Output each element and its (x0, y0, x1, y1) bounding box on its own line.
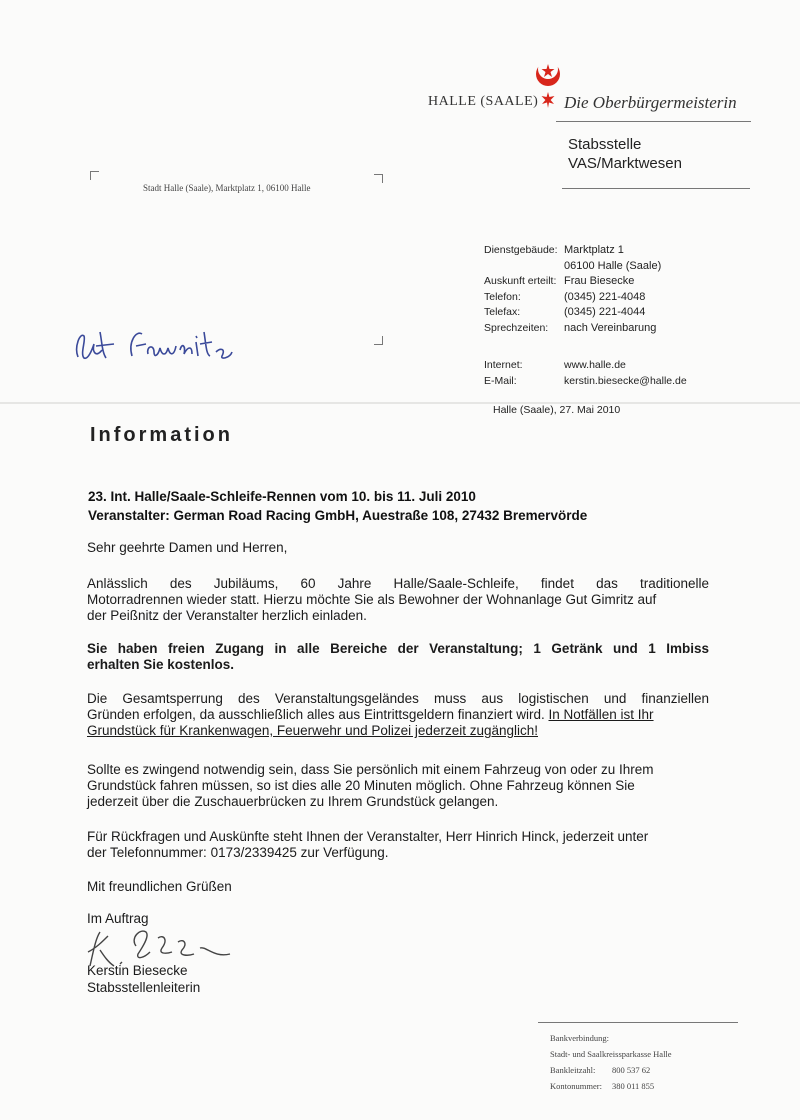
star-icon (542, 92, 555, 108)
letterhead-city: HALLE (SAALE) (428, 94, 539, 109)
email-row (484, 373, 687, 389)
letterhead-office: Die Oberbürgermeisterin (564, 93, 737, 112)
letterhead (428, 60, 758, 120)
contact-hours-row (484, 321, 661, 337)
bank-rule (538, 1022, 738, 1023)
bank-account-label: Kontonummer: (550, 1081, 602, 1091)
salutation: Sehr geehrte Damen und Herren, (87, 540, 288, 555)
paragraph-3-line2a: Gründen erfolgen, da ausschließlich alles aus Eintrittsgeldern finanziert wird. (87, 707, 549, 722)
email-value: kerstin.biesecke@halle.de (564, 375, 687, 387)
signer-name: Kerstin Biesecke (87, 963, 188, 978)
paragraph-2-line1: Sie haben freien Zugang in alle Bereiche der Veranstaltung; 1 Getränk und 1 Imbiss (87, 641, 709, 656)
department-line1: Stabsstelle (568, 136, 642, 153)
phone-value: (0345) 221-4048 (564, 290, 646, 303)
paragraph-3-line2 (87, 707, 709, 723)
building-line2: 06100 Halle (Saale) (564, 259, 662, 272)
hours-value: nach Vereinbarung (564, 321, 657, 334)
hours-label: Sprechzeiten: (484, 321, 549, 334)
signer-title: Stabsstellenleiterin (87, 980, 201, 995)
paragraph-5 (87, 829, 709, 861)
internet-row (484, 357, 687, 373)
paragraph-2-line2: erhalten Sie kostenlos. (87, 657, 235, 672)
letterhead-rule (556, 121, 751, 122)
closing: Mit freundlichen Grüßen (87, 879, 232, 894)
bank-block (550, 1030, 672, 1094)
bank-code-value: 800 537 62 (612, 1065, 651, 1075)
building-label: Dienstgebäude: (484, 244, 558, 256)
department (568, 135, 682, 173)
phone-label: Telefon: (484, 290, 521, 303)
bank-account-value: 380 011 855 (612, 1081, 655, 1091)
paragraph-1-line3: der Peißnitz der Veranstalter herzlich einladen. (87, 608, 367, 623)
paragraph-1-line1: Anlässlich des Jubiläums, 60 Jahre Halle/Saale-Schleife, findet das traditionelle (87, 576, 709, 591)
web-contact-block (484, 357, 687, 389)
contact-block (484, 243, 661, 336)
letter-heading: Information (90, 424, 233, 446)
paragraph-5-line1: Für Rückfragen und Auskünfte steht Ihnen der Veranstalter, Herr Hinrich Hinck, jederzeit unter (87, 829, 649, 844)
bank-code-label: Bankleitzahl: (550, 1065, 596, 1075)
building-line1: Marktplatz 1 (564, 244, 624, 256)
bank-header: Bankverbindung: (550, 1033, 610, 1043)
internet-label: Internet: (484, 359, 523, 371)
contact-building-row (484, 243, 661, 259)
info-label: Auskunft erteilt: (484, 275, 557, 287)
paragraph-5-line2: der Telefonnummer: 0173/2339425 zur Verfügung. (87, 845, 389, 860)
paragraph-4-line2: Grundstück fahren müssen, so ist dies alle 20 Minuten möglich. Ohne Fahrzeug können Sie (87, 778, 635, 793)
paragraph-3 (87, 691, 709, 739)
email-label: E-Mail: (484, 375, 517, 387)
contact-phone-row (484, 290, 661, 306)
moon-star-emblem-icon (532, 60, 564, 110)
window-corner-tl (90, 171, 99, 180)
letter-date: Halle (Saale), 27. Mai 2010 (493, 404, 621, 416)
paragraph-4 (87, 762, 709, 810)
info-value: Frau Biesecke (564, 275, 635, 287)
paragraph-4-line1: Sollte es zwingend notwendig sein, dass Sie persönlich mit einem Fahrzeug von oder zu Ihrem (87, 762, 654, 777)
contact-info-row (484, 274, 661, 290)
paragraph-1-line2: Motorradrennen wieder statt. Hierzu möchte Sie als Bewohner der Wohnanlage Gut Gimritz auf (87, 592, 657, 607)
department-line2: VAS/Marktwesen (568, 155, 682, 172)
paragraph-1 (87, 576, 709, 624)
return-address: Stadt Halle (Saale), Marktplatz 1, 06100 Halle (143, 183, 311, 193)
bank-name: Stadt- und Saalkreissparkasse Halle (550, 1049, 672, 1059)
department-rule (562, 188, 750, 189)
window-corner-br (374, 336, 383, 345)
paragraph-4-line3: jederzeit über die Zuschauerbrücken zu Ihrem Grundstück gelangen. (87, 794, 499, 809)
bank-account-row (550, 1078, 672, 1094)
handwritten-note (70, 312, 240, 372)
fax-label: Telefax: (484, 306, 521, 318)
paragraph-3-line1: Die Gesamtsperrung des Veranstaltungsgeländes muss aus logistischen und finanziellen (87, 691, 709, 706)
contact-building-row2 (484, 259, 661, 275)
subject-line1: 23. Int. Halle/Saale-Schleife-Rennen vom 10. bis 11. Juli 2010 (88, 489, 476, 504)
internet-value: www.halle.de (564, 359, 626, 371)
fax-value: (0345) 221-4044 (564, 306, 646, 318)
contact-fax-row (484, 305, 661, 321)
paper-fold (0, 402, 800, 404)
subject (88, 487, 587, 525)
on-behalf: Im Auftrag (87, 911, 149, 926)
bank-code-row (550, 1062, 672, 1078)
subject-line2: Veranstalter: German Road Racing GmbH, Auestraße 108, 27432 Bremervörde (88, 508, 588, 523)
emergency-notice-start: In Notfällen ist Ihr (548, 707, 654, 722)
paragraph-2 (87, 641, 709, 673)
window-corner-tr (374, 174, 383, 183)
emergency-notice: Grundstück für Krankenwagen, Feuerwehr und Polizei jederzeit zugänglich! (87, 723, 538, 738)
